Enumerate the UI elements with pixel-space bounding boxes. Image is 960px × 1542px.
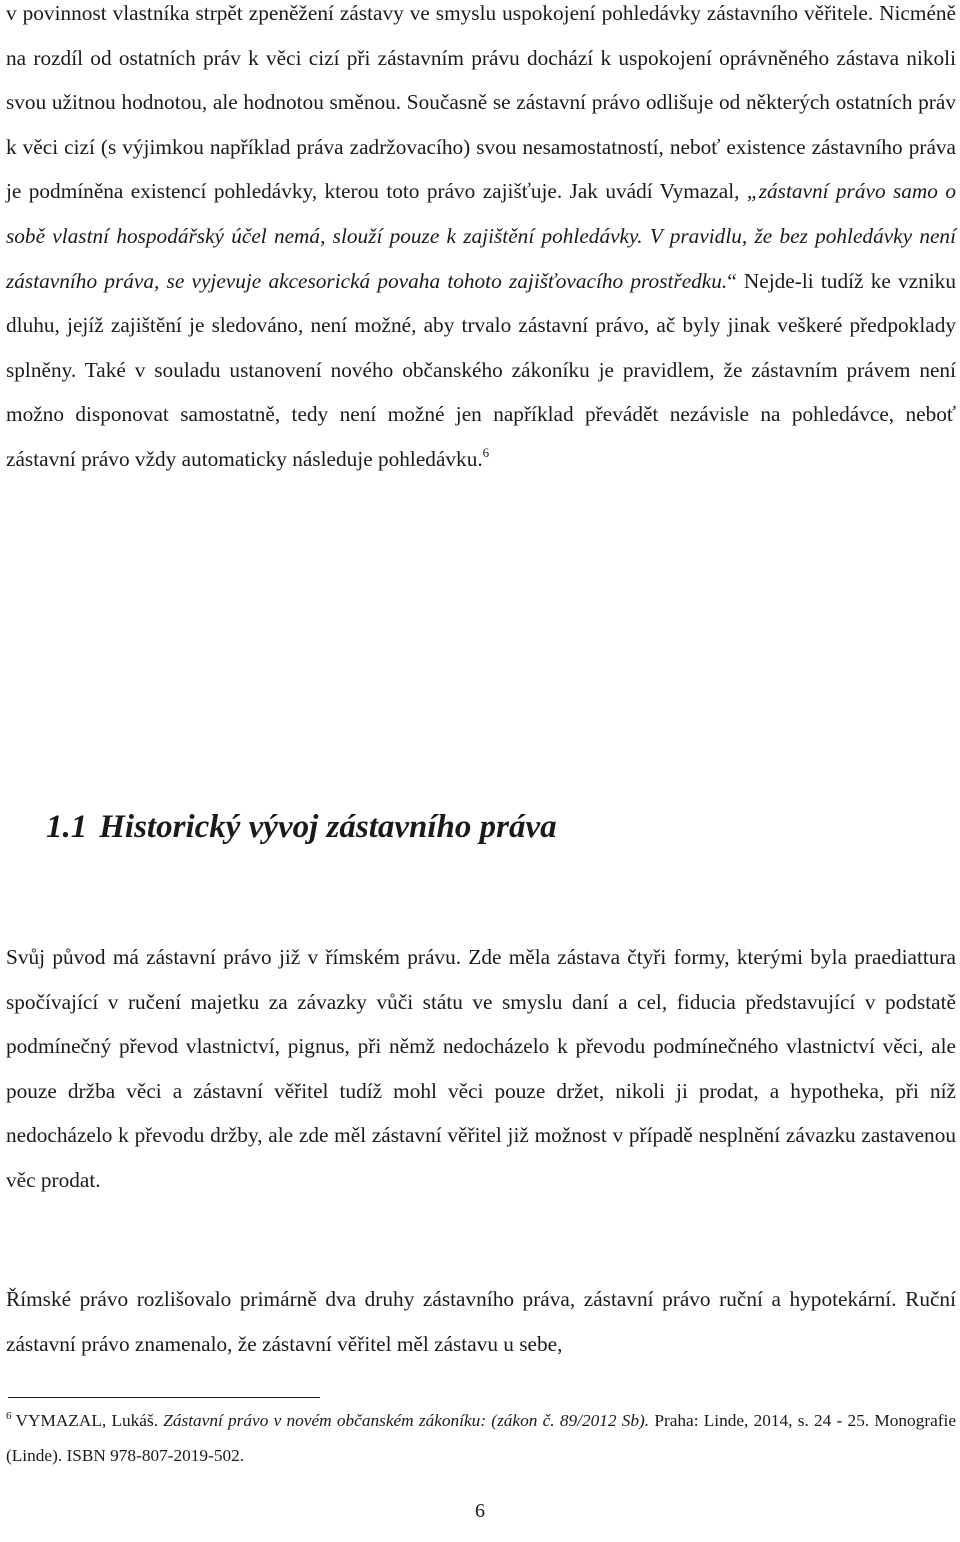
quote-open-mark: „ xyxy=(746,179,759,204)
footnote-author: VYMAZAL, Lukáš. xyxy=(15,1411,164,1430)
footnote-publication-info: Praha: Linde, 2014, s. 24 - 25. Monografie (Linde). ISBN 978-807-2019-502. xyxy=(6,1411,956,1465)
footnote-separator xyxy=(8,1397,320,1398)
intro-text-part-2: Nejde-li tudíž ke vzniku dluhu, jejíž zajištění je sledováno, není možné, aby trvalo zástavní právo, ač byly jinak veškeré předpoklady splněny. Také v souladu ustanovení nového občanského zákoníku je pravidlem, že zástavním právem není možno disponovat samostatně, tedy není možné jen například převádět nezávisle na pohledávce, neboť zástavní právo vždy automaticky následuje pohledávku. xyxy=(6,268,956,471)
page-number: 6 xyxy=(475,1500,485,1522)
footnote-reference[interactable]: 6 xyxy=(482,444,490,460)
paragraph-history: Svůj původ má zástavní právo již v římském právu. Zde měla zástava čtyři formy, kterými byla praediattura spočívající v ručení majetku za závazky vůči státu ve smyslu daní a cel, fiducia představující v podstatě podmínečný převod vlastnictví, pignus, při němž nedocházelo k převodu podmínečného vlastnictví věci, ale pouze držba věci a zástavní věřitel tudíž mohl věci pouze držet, nikoli ji prodat, a hypotheka, při níž nedocházelo k převodu držby, ale zde měl zástavní věřitel již možnost v případě nesplnění závazku zastavenou věc prodat. xyxy=(6,945,956,1192)
intro-text-part-1: v povinnost vlastníka strpět zpeněžení zástavy ve smyslu uspokojení pohledávky zástavního věřitele. Nicméně na rozdíl od ostatních práv k věci cizí při zástavním právu dochází k uspokojení oprávněného zástava nikoli svou užitnou hodnotou, ale hodnotou směnou. Současně se zástavní právo odlišuje od některých ostatních práv k věci cizí (s výjimkou například práva zadržovacího) svou nesamostatností, neboť existence zástavního práva je podmíněna existencí pohledávky, kterou toto právo zajišťuje. Jak uvádí Vymazal, xyxy=(6,1,956,204)
section-title: Historický vývoj zástavního práva xyxy=(99,809,557,845)
footnote xyxy=(6,1403,956,1473)
paragraph-roman-law: Římské právo rozlišovalo primárně dva druhy zástavního práva, zástavní právo ruční a hypotekární. Ruční zástavní právo znamenalo, že zástavní věřitel měl zástavu u sebe, xyxy=(6,1287,956,1356)
section-number: 1.1 xyxy=(46,809,88,845)
section-heading xyxy=(46,805,557,849)
footnote-number: 6 xyxy=(6,1410,12,1422)
footnote-book-title: Zástavní právo v novém občanském zákoníku: (zákon č. 89/2012 Sb). xyxy=(163,1411,650,1430)
quote-close-mark: “ xyxy=(727,268,737,293)
vymazal-quote: zástavní právo samo o sobě vlastní hospodářský účel nemá, slouží pouze k zajištění pohledávky. V pravidlu, že bez pohledávky není zástavního práva, se vyjevuje akcesorická povaha tohoto zajišťovacího prostředku. xyxy=(6,179,956,293)
paragraph-intro xyxy=(6,0,956,482)
